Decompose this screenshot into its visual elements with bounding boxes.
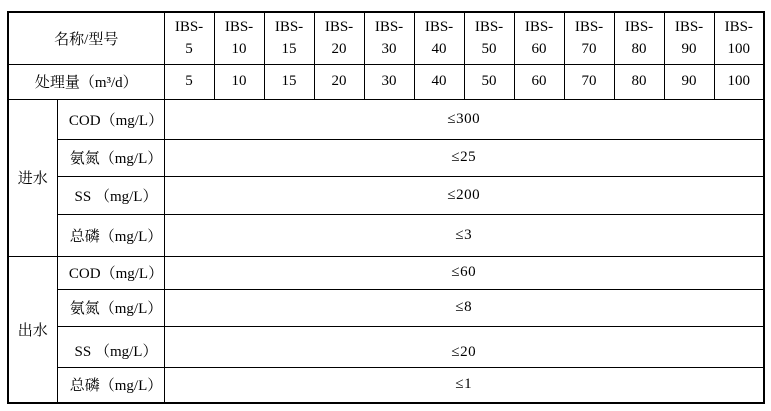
model-header-cell bbox=[214, 12, 264, 64]
param-value-cell: ≤1 bbox=[164, 367, 764, 403]
capacity-value-cell: 100 bbox=[714, 64, 764, 99]
param-value-cell: ≤8 bbox=[164, 289, 764, 326]
model-number: 90 bbox=[681, 41, 697, 58]
capacity-row bbox=[8, 64, 764, 99]
influent-phosphorus-row bbox=[8, 214, 764, 256]
influent-group-label-cell: 进水 bbox=[8, 99, 57, 256]
model-number: 50 bbox=[481, 41, 497, 58]
model-header-cell bbox=[514, 12, 564, 64]
model-number: 30 bbox=[381, 41, 397, 58]
model-prefix: IBS- bbox=[224, 19, 254, 36]
model-header-cell bbox=[314, 12, 364, 64]
capacity-label-cell: 处理量（m³/d） bbox=[8, 64, 164, 99]
param-label-cell: 氨氮（mg/L） bbox=[57, 289, 164, 326]
param-label-cell: COD（mg/L） bbox=[57, 256, 164, 289]
capacity-value-cell: 90 bbox=[664, 64, 714, 99]
capacity-value-cell: 20 bbox=[314, 64, 364, 99]
capacity-value-cell: 70 bbox=[564, 64, 614, 99]
model-header-cell bbox=[264, 12, 314, 64]
name-model-header-cell: 名称/型号 bbox=[8, 12, 164, 64]
model-header-cell bbox=[414, 12, 464, 64]
model-header-cell bbox=[664, 12, 714, 64]
model-prefix: IBS- bbox=[624, 19, 654, 36]
model-header-cell bbox=[164, 12, 214, 64]
model-number: 20 bbox=[331, 41, 347, 58]
param-label-cell: 氨氮（mg/L） bbox=[57, 139, 164, 176]
param-value-cell: ≤25 bbox=[164, 139, 764, 176]
model-header-cell bbox=[464, 12, 514, 64]
capacity-value-cell: 80 bbox=[614, 64, 664, 99]
model-header-cell bbox=[614, 12, 664, 64]
model-number: 70 bbox=[581, 41, 597, 58]
param-value-cell: ≤300 bbox=[164, 99, 764, 139]
spec-table bbox=[7, 11, 765, 404]
param-value-cell: ≤60 bbox=[164, 256, 764, 289]
model-header-cell bbox=[564, 12, 614, 64]
model-prefix: IBS- bbox=[474, 19, 504, 36]
param-value-cell: ≤200 bbox=[164, 176, 764, 214]
param-label-cell: 总磷（mg/L） bbox=[57, 367, 164, 403]
model-prefix: IBS- bbox=[374, 19, 404, 36]
model-number: 5 bbox=[185, 41, 193, 58]
effluent-group-label-cell: 出水 bbox=[8, 256, 57, 403]
effluent-phosphorus-row bbox=[8, 367, 764, 403]
effluent-ss-row bbox=[8, 326, 764, 367]
effluent-cod-row bbox=[8, 256, 764, 289]
model-number: 80 bbox=[631, 41, 647, 58]
param-value-cell: ≤20 bbox=[164, 326, 764, 367]
param-value-cell: ≤3 bbox=[164, 214, 764, 256]
model-header-row bbox=[8, 12, 764, 64]
model-number: 100 bbox=[727, 41, 751, 58]
capacity-value-cell: 10 bbox=[214, 64, 264, 99]
influent-ammonia-row bbox=[8, 139, 764, 176]
effluent-ammonia-row bbox=[8, 289, 764, 326]
param-label-cell: SS （mg/L） bbox=[57, 326, 164, 367]
model-prefix: IBS- bbox=[674, 19, 704, 36]
capacity-value-cell: 5 bbox=[164, 64, 214, 99]
param-label-cell: COD（mg/L） bbox=[57, 99, 164, 139]
capacity-value-cell: 30 bbox=[364, 64, 414, 99]
model-prefix: IBS- bbox=[574, 19, 604, 36]
model-prefix: IBS- bbox=[524, 19, 554, 36]
model-prefix: IBS- bbox=[424, 19, 454, 36]
model-prefix: IBS- bbox=[174, 19, 204, 36]
param-label-cell: 总磷（mg/L） bbox=[57, 214, 164, 256]
influent-cod-row bbox=[8, 99, 764, 139]
model-number: 40 bbox=[431, 41, 447, 58]
model-prefix: IBS- bbox=[274, 19, 304, 36]
model-number: 15 bbox=[281, 41, 297, 58]
model-prefix: IBS- bbox=[324, 19, 354, 36]
model-header-cell bbox=[714, 12, 764, 64]
capacity-value-cell: 15 bbox=[264, 64, 314, 99]
param-label-cell: SS （mg/L） bbox=[57, 176, 164, 214]
capacity-value-cell: 60 bbox=[514, 64, 564, 99]
influent-ss-row bbox=[8, 176, 764, 214]
capacity-value-cell: 50 bbox=[464, 64, 514, 99]
model-prefix: IBS- bbox=[724, 19, 753, 36]
model-number: 60 bbox=[531, 41, 547, 58]
capacity-value-cell: 40 bbox=[414, 64, 464, 99]
model-number: 10 bbox=[231, 41, 247, 58]
model-header-cell bbox=[364, 12, 414, 64]
